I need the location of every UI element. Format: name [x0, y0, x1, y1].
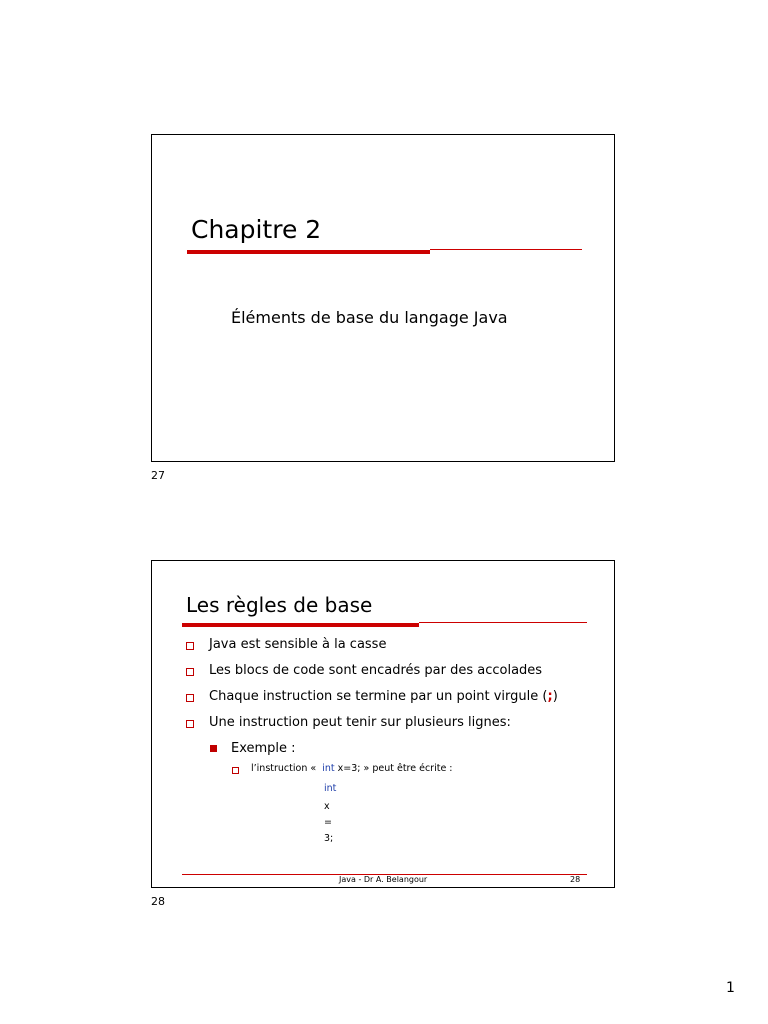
slide-title: Les règles de base	[186, 593, 373, 617]
title-underline-thick	[187, 250, 430, 254]
example-suffix: » peut être écrite :	[363, 763, 453, 774]
bullet-square-icon	[186, 668, 194, 676]
page-number: 1	[726, 980, 735, 996]
slide-regles-de-base	[151, 560, 615, 888]
bullet-square-icon	[186, 694, 194, 702]
title-underline-thick	[182, 623, 419, 627]
bullet-square-icon	[186, 642, 194, 650]
bullet-item: Java est sensible à la casse	[209, 637, 387, 652]
filled-square-icon	[210, 745, 217, 752]
title-underline-thin	[430, 249, 582, 250]
example-prefix: l’instruction «	[251, 763, 317, 774]
close-paren: )	[552, 689, 558, 704]
title-underline-thin	[419, 622, 587, 623]
example-line	[251, 763, 453, 774]
code-line: 3;	[324, 833, 334, 844]
code-line: =	[324, 817, 332, 828]
bullet-item: Les blocs de code sont encadrés par des accolades	[209, 663, 543, 678]
slide-number-28: 28	[151, 895, 165, 908]
bullet-item	[209, 689, 558, 704]
example-keyword: int	[322, 763, 335, 774]
slide-chapitre-2	[151, 134, 615, 462]
sub-bullet-item: Exemple :	[231, 741, 296, 756]
footer-page-number: 28	[570, 875, 581, 884]
code-line: x	[324, 801, 330, 812]
footer-author: Java - Dr A. Belangour	[339, 875, 428, 884]
example-code: x=3;	[337, 763, 361, 774]
code-line-keyword: int	[324, 783, 337, 794]
slide-subtitle: Éléments de base du langage Java	[231, 308, 508, 327]
slide-number-27: 27	[151, 469, 165, 482]
bullet-item: Une instruction peut tenir sur plusieurs lignes:	[209, 715, 511, 730]
bullet-text: Chaque instruction se termine par un point virgule (	[209, 689, 548, 704]
bullet-square-icon	[186, 720, 194, 728]
semicolon-highlight: ;	[547, 689, 553, 704]
slide-title: Chapitre 2	[191, 215, 322, 244]
small-square-icon	[232, 767, 239, 774]
